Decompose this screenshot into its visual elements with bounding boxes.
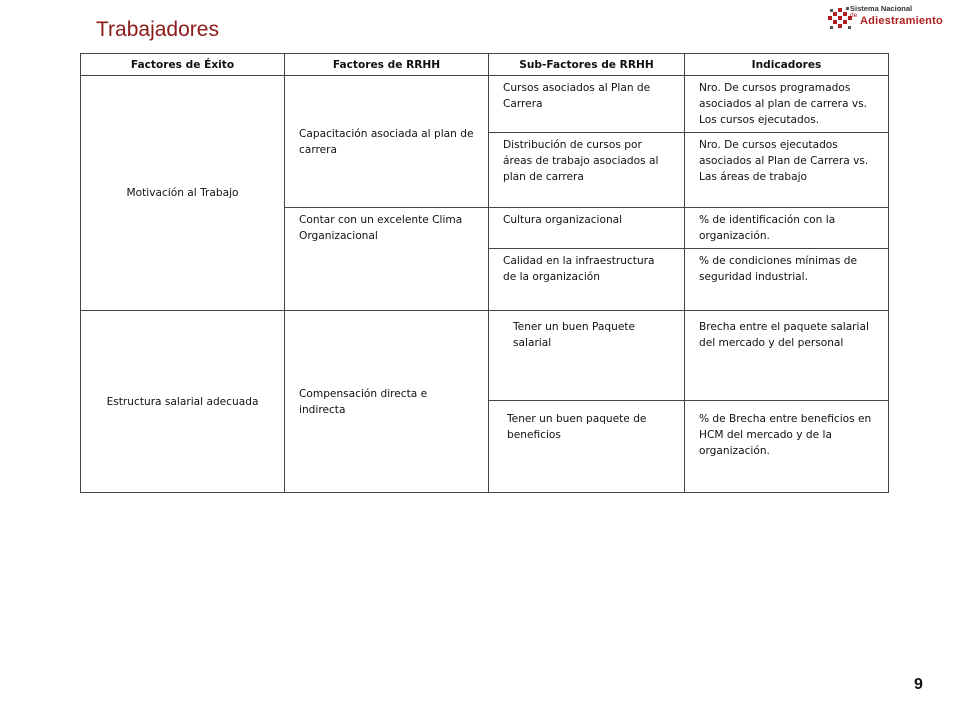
subfactor-cell <box>489 133 685 208</box>
exito-cell <box>81 76 285 311</box>
rrhh-cell <box>285 208 489 311</box>
logo-line2: de <box>850 12 858 19</box>
rrhh-cell <box>285 311 489 493</box>
subfactor-cultura: Cultura organizacional <box>503 214 623 226</box>
indicador-cursos-ejecutados: Nro. De cursos ejecutados asociados al Plan de Carrera vs. Las áreas de trabajo <box>699 139 869 183</box>
factors-table <box>80 53 889 493</box>
indicador-cursos-programados: Nro. De cursos programados asociados al plan de carrera vs. Los cursos ejecutados. <box>699 82 867 126</box>
subfactor-cursos: Cursos asociados al Plan de Carrera <box>503 82 651 110</box>
subfactor-distribucion: Distribución de cursos por áreas de trabajo asociados al plan de carrera <box>503 139 659 183</box>
subfactor-cell <box>489 208 685 249</box>
table-row <box>81 311 889 401</box>
subfactor-paquete-beneficios: Tener un buen paquete de beneficios <box>507 413 647 441</box>
page-number: 9 <box>914 676 923 693</box>
logo <box>826 4 956 34</box>
exito-cell <box>81 311 285 493</box>
indicador-cell <box>685 249 889 311</box>
rrhh-compensacion: Compensación directa e indirecta <box>299 387 428 416</box>
rrhh-clima: Contar con un excelente Clima Organizacional <box>299 214 463 242</box>
indicador-cell <box>685 76 889 133</box>
header-subfactores-rrhh: Sub-Factores de RRHH <box>489 54 685 76</box>
logo-line3: Adiestramiento <box>860 15 943 27</box>
logo-line1: Sistema Nacional <box>850 4 913 13</box>
subfactor-paquete-salarial: Tener un buen Paquete salarial <box>513 321 636 349</box>
rrhh-capacitacion: Capacitación asociada al plan de carrera <box>299 127 474 156</box>
table-row <box>81 76 889 133</box>
exito-estructura: Estructura salarial adecuada <box>106 395 259 408</box>
indicador-cell <box>685 133 889 208</box>
rrhh-cell <box>285 76 489 208</box>
subfactor-cell <box>489 311 685 401</box>
indicador-cell <box>685 311 889 401</box>
table-header-row <box>81 54 889 76</box>
exito-motivacion: Motivación al Trabajo <box>126 187 239 199</box>
header-indicadores: Indicadores <box>685 54 889 76</box>
subfactor-cell <box>489 249 685 311</box>
indicador-brecha-salarial: Brecha entre el paquete salarial del mercado y del personal <box>699 321 869 349</box>
indicador-seguridad: % de condiciones mínimas de seguridad industrial. <box>699 255 857 283</box>
subfactor-cell <box>489 401 685 493</box>
page-title: Trabajadores <box>96 18 219 41</box>
subfactor-infraestructura: Calidad en la infraestructura de la organización <box>503 255 655 283</box>
indicador-cell <box>685 401 889 493</box>
subfactor-cell <box>489 76 685 133</box>
header-factores-rrhh: Factores de RRHH <box>285 54 489 76</box>
indicador-cell <box>685 208 889 249</box>
indicador-identificacion: % de identificación con la organización. <box>699 214 836 242</box>
indicador-brecha-beneficios: % de Brecha entre beneficios en HCM del mercado y de la organización. <box>699 413 872 457</box>
header-factores-exito: Factores de Éxito <box>81 54 285 76</box>
